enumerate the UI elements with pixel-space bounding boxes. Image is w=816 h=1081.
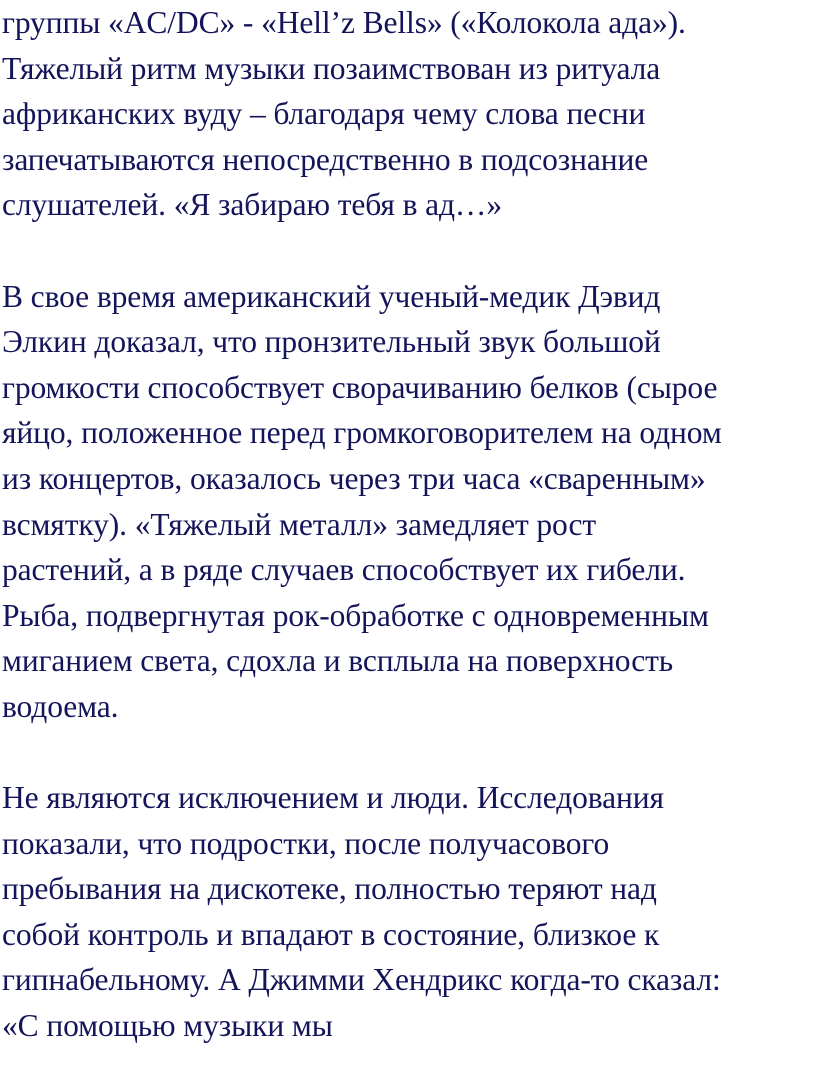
text-line: Тяжелый ритм музыки позаимствован из ритуала (2, 50, 661, 86)
paragraph-1 (2, 0, 814, 228)
text-line: «С помощью музыки мы (2, 1008, 333, 1044)
paragraph-3 (2, 775, 814, 1049)
text-line: В свое время американский ученый-медик Дэвид (2, 278, 661, 314)
text-line: Рыба, подвергнутая рок-обработке с одновременным (2, 597, 709, 633)
text-line: из концертов, оказалось через три часа «сваренным» (2, 460, 706, 496)
text-line: слушателей. «Я забираю тебя в ад…» (2, 187, 502, 223)
text-line: пребывания на дискотеке, полностью теряют над (2, 871, 657, 907)
text-line: водоема. (2, 688, 119, 724)
text-line: громкости способствует сворачиванию белков (сырое (2, 369, 718, 405)
document-body (2, 0, 814, 1049)
text-line: африканских вуду – благодаря чему слова песни (2, 96, 646, 132)
text-line: собой контроль и впадают в состояние, близкое к (2, 916, 660, 952)
paragraph-spacer (2, 730, 814, 776)
text-line: Не являются исключением и люди. Исследования (2, 780, 664, 816)
text-line: растений, а в ряде случаев способствует их гибели. (2, 552, 686, 588)
paragraph-spacer (2, 228, 814, 274)
paragraph-2 (2, 274, 814, 730)
text-line: запечатываются непосредственно в подсознание (2, 141, 649, 177)
text-line: всмятку). «Тяжелый металл» замедляет рост (2, 506, 597, 542)
text-line: показали, что подростки, после получасового (2, 825, 610, 861)
text-line: миганием света, сдохла и всплыла на поверхность (2, 643, 674, 679)
text-line: Элкин доказал, что пронзительный звук большой (2, 324, 661, 360)
text-line: гипнабельному. А Джимми Хендрикс когда-то сказал: (2, 962, 721, 998)
text-line: яйцо, положенное перед громкоговорителем на одном (2, 415, 722, 451)
text-line: группы «AC/DC» - «Hell’z Bells» («Колокола ада»). (2, 5, 686, 40)
